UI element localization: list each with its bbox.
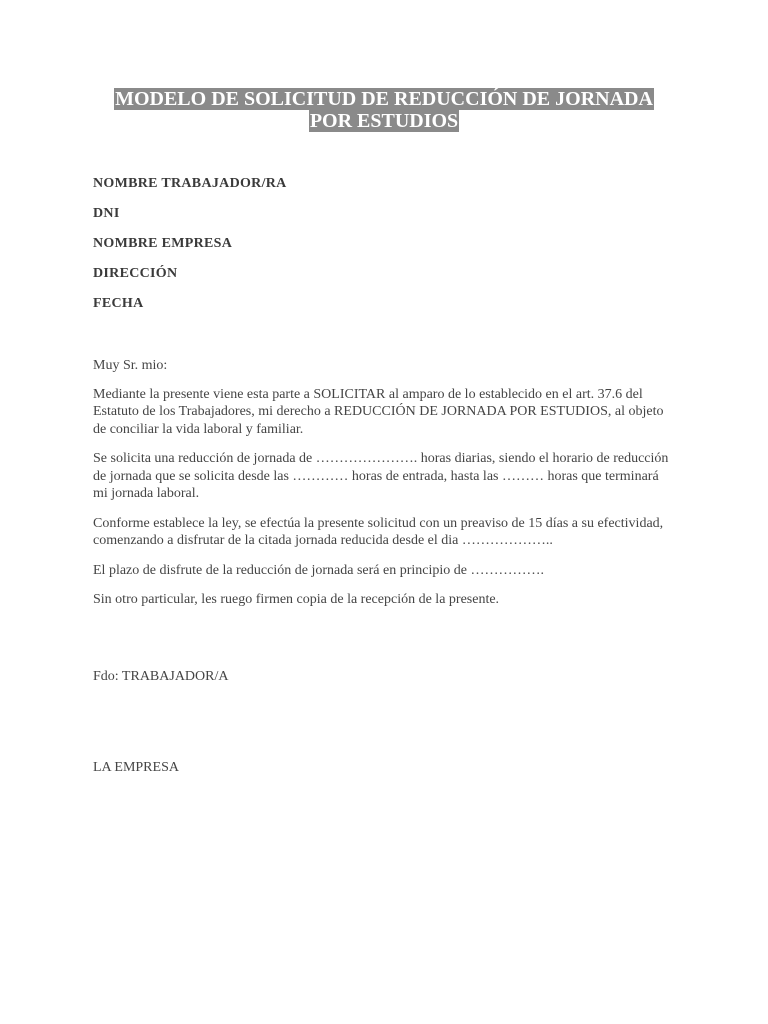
header-fields	[93, 176, 693, 326]
title-line-2: POR ESTUDIOS	[309, 110, 459, 132]
signature-worker: Fdo: TRABAJADOR/A	[93, 669, 229, 684]
paragraph-plazo: El plazo de disfrute de la reducción de jornada será en principio de …………….	[93, 562, 544, 578]
paragraph-solicitud: Mediante la presente viene esta parte a SOLICITAR al amparo de lo establecido en el art. 37.6 del Estatuto de los Trabajadores, mi derecho a REDUCCIÓN DE JORNADA POR ESTUDIOS, al objeto de conciliar la vida laboral y familiar.	[93, 386, 664, 437]
field-fecha: FECHA	[93, 296, 144, 311]
document-title	[0, 88, 768, 132]
title-line-1: MODELO DE SOLICITUD DE REDUCCIÓN DE JORNADA	[115, 88, 653, 110]
greeting: Muy Sr. mio:	[93, 358, 168, 373]
paragraph-horario: Se solicita una reducción de jornada de …………………. horas diarias, siendo el horario de reducción de jornada que se solicita desde las ………… horas de entrada, hasta las ……… horas que terminará mi jornada laboral.	[93, 451, 669, 501]
field-dni: DNI	[93, 206, 120, 221]
field-nombre-empresa: NOMBRE EMPRESA	[93, 236, 233, 251]
letter-body	[93, 357, 673, 621]
field-direccion: DIRECCIÓN	[93, 266, 178, 281]
paragraph-despedida: Sin otro particular, les ruego firmen copia de la recepción de la presente.	[93, 592, 500, 607]
field-nombre-trabajador: NOMBRE TRABAJADOR/RA	[93, 176, 287, 191]
signature-company: LA EMPRESA	[93, 760, 179, 775]
paragraph-preaviso: Conforme establece la ley, se efectúa la presente solicitud con un preaviso de 15 días a su efectividad, comenzando a disfrutar de la citada jornada reducida desde el dia ………………..	[93, 515, 664, 548]
